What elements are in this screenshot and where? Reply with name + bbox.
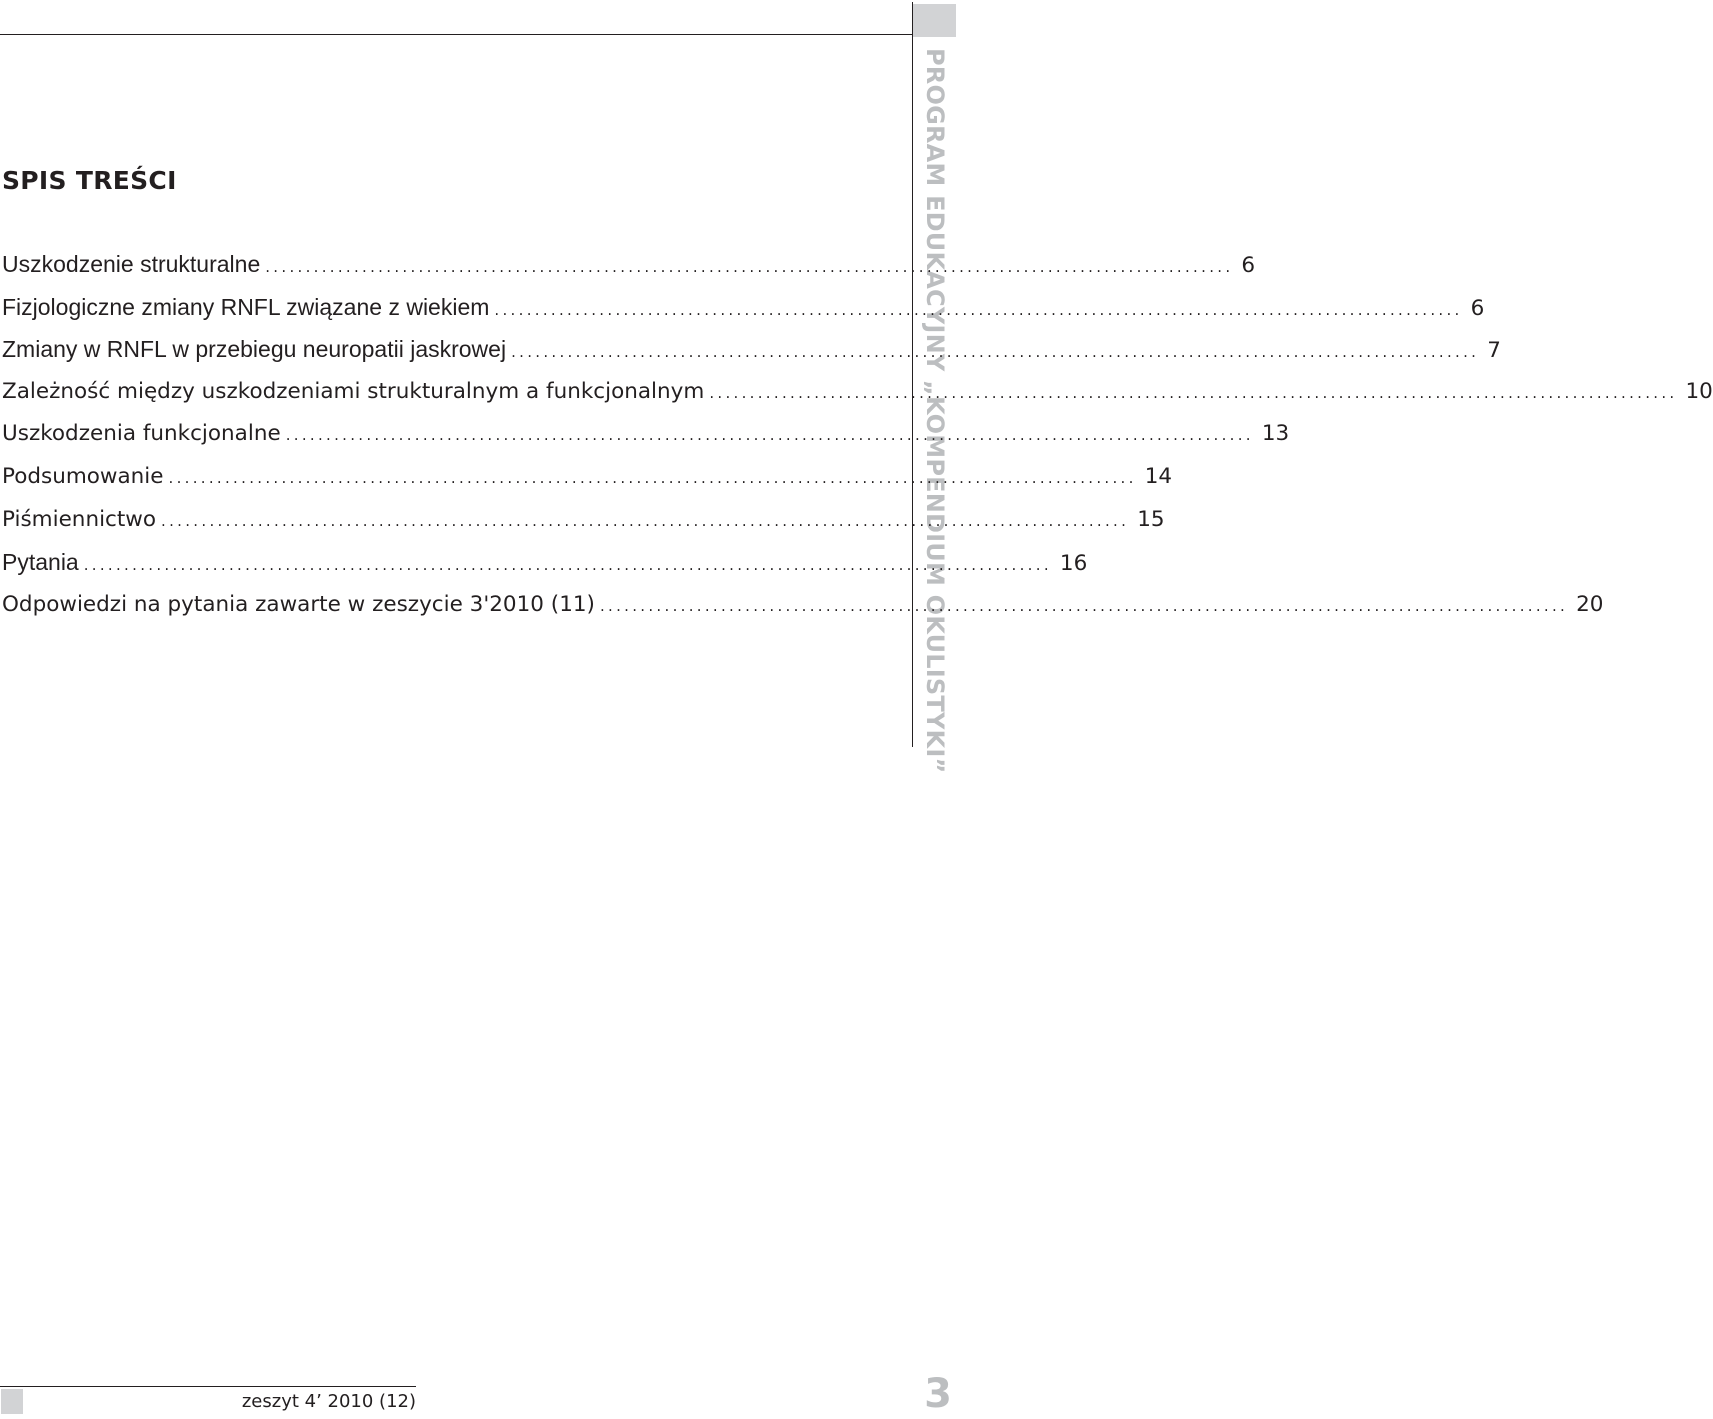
top-rule [0, 34, 912, 35]
toc-entry[interactable] [2, 459, 1173, 502]
toc-dot-leader: ........................................................................................................................ [599, 596, 1569, 615]
page-number: 3 [924, 1371, 952, 1417]
toc-entry[interactable] [2, 502, 1165, 545]
toc-dot-leader: ........................................................................................................................ [494, 300, 1463, 319]
toc-dot-leader: ........................................................................................................................ [511, 343, 1480, 362]
toc-dot-leader: ........................................................................................................................ [709, 383, 1678, 402]
side-rule [912, 2, 913, 747]
toc-entry-label: Uszkodzenie strukturalne [2, 251, 261, 277]
toc-entry-label: Zależność między uszkodzeniami strukturalnym a funkcjonalnym [2, 378, 705, 404]
toc-dot-leader: ........................................................................................................................ [265, 258, 1234, 276]
issue-label: zeszyt 4’ 2010 (12) [241, 1391, 416, 1412]
toc-entry-label: Fizjologiczne zmiany RNFL związane z wiekiem [2, 293, 490, 320]
toc-entry-label: Podsumowanie [2, 463, 164, 489]
toc-dot-leader: ........................................................................................................................ [168, 468, 1137, 487]
footer-rule [0, 1386, 416, 1387]
toc-dot-leader: ........................................................................................................................ [161, 511, 1130, 530]
toc-entry[interactable] [2, 587, 1604, 630]
toc-entry[interactable] [2, 331, 1501, 374]
toc-entry[interactable] [2, 246, 1256, 289]
toc-entry-label: Zmiany w RNFL w przebiegu neuropatii jaskrowej [2, 336, 507, 363]
toc-entry[interactable] [2, 374, 1713, 417]
toc-entry-label: Uszkodzenia funkcjonalne [2, 421, 281, 447]
toc-dot-leader: ........................................................................................................................ [285, 426, 1254, 445]
page-title: SPIS TREŚCI [2, 166, 177, 195]
toc-entry-page: 15 [1137, 506, 1165, 532]
toc-entry-page: 16 [1059, 551, 1088, 577]
toc-entry-page: 6 [1241, 253, 1256, 278]
toc-entry-page: 20 [1576, 591, 1604, 617]
toc-entry-page: 7 [1487, 338, 1501, 364]
toc-entry[interactable] [2, 289, 1485, 332]
toc-dot-leader: ........................................................................................................................ [83, 556, 1052, 575]
program-side-label: PROGRAM EDUKACYJNY „KOMPENDIUM OKULISTYKI” [921, 48, 949, 774]
toc-entry-page: 10 [1685, 378, 1713, 404]
toc-entry-label: Odpowiedzi na pytania zawarte w zeszycie 3'2010 (11) [2, 591, 595, 617]
toc-entry-label: Piśmiennictwo [2, 506, 157, 532]
toc-entry[interactable] [2, 416, 1290, 459]
toc-entry[interactable] [2, 544, 1088, 587]
toc-entry-page: 14 [1144, 463, 1173, 489]
toc-entry-page: 6 [1470, 295, 1485, 321]
toc-entry-page: 13 [1261, 421, 1290, 447]
toc-entry-label: Pytania [2, 549, 79, 576]
corner-decoration [913, 4, 956, 37]
